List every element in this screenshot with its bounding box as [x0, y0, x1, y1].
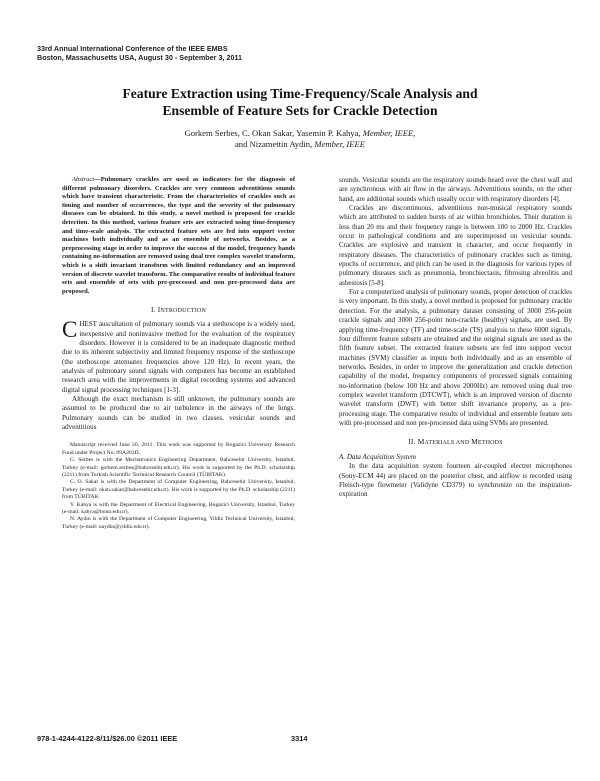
author-line-1 [40, 128, 560, 139]
author-line-2 [40, 139, 560, 150]
methods-paragraph-1: In the data acquisition system fourteen air-coupled electret microphones (Sony-ECM 44) are placed on the posterior chest, and airflow is recorded using Fleisch-type flowmeter (Validyne CD379) to synchronize on the inspiration-expiration [339, 462, 572, 499]
section-title-first-b: M [471, 437, 478, 447]
drop-cap: C [62, 317, 78, 343]
footnote-manuscript: Manuscript received June 20, 2011. This work was supported by Bogazici University Research Fund under Project No. 09A203D. [62, 442, 295, 456]
intro-paragraph-4: Crackles are discontinuous, adventitious non-musical respiratory sounds which are attributed to sudden bursts of air within bronchioles. Their duration is less than 20 ms and their frequency range is between 100 to 2000 Hz. Crackles occur in pathological conditions and are superimposed on vesicular sounds. Crackles are explosive and transient in character, and occur frequently in respiratory diseases. The characteristics of pulmonary crackles such as timing, epochs of occurrence, and pitch can be used in the diagnosis for various types of pulmonary diseases such as pneumonia, bronchiectasis, fibrosing alveolitis and asbestosis [5-8]. [339, 204, 572, 287]
abstract-label: Abstract [72, 176, 95, 183]
footnotes [62, 442, 295, 530]
abstract [62, 176, 295, 296]
subsection-heading: A. Data Acquisition System [339, 453, 416, 462]
abstract-text: —Pulmonary crackles are used as indicators for the diagnosis of different pulmonary disorders. Crackles are very common adventitious sounds which have transient characteristic. From the characteristics of crackles such as timing and number of occurrences, the type and the severity of the pulmonary diseases can be obtained. In this study, a novel method is proposed for crackle detection. In this method, various feature sets are extracted using time-frequency and time-scale analysis. The extracted feature sets are fed into support vector machines both individually and as an ensemble of networks. Besides, as a preprocessing stage in order to improve the success of the model, frequency bands containing no-information are removed using dual tree complex wavelet transform, which is a shift invariant transform with limited redundancy and an improved version of discrete wavelet transform. The comparative results of individual feature sets and ensemble of sets with pre-processed and non pre-processed data are proposed. [62, 176, 295, 295]
left-column [62, 176, 295, 531]
footnote-author-kahya: Y. Kahya is with the Department of Electrical Engineering, Bogazici University, Istanbul, Turkey (e-mail: kahya@boun.edu.tr). [62, 501, 295, 515]
section-title-first-a: M [417, 437, 425, 447]
intro-paragraph-1 [62, 317, 295, 395]
conference-name: 33rd Annual International Conference of the IEEE EMBS [37, 44, 228, 53]
section-numeral: I. [151, 305, 156, 315]
footer-isbn: 978-1-4244-4122-8/11/$26.00 ©2011 IEEE [37, 734, 178, 743]
section-title-rest-a: ATERIALS AND [424, 440, 472, 447]
author-role-1: Member, IEEE, [362, 128, 416, 138]
right-column [339, 176, 572, 500]
section-title-rest: NTRODUCTION [160, 308, 206, 315]
section-heading-introduction [62, 305, 295, 316]
intro-paragraph-2: Although the exact mechanism is still unknown, the pulmonary sounds are assumed to be produced due to air turbulence in the airways of the lungs. Pulmonary sounds can be studied in two classes, vesicular sounds and adventitious [62, 395, 295, 432]
title-line-2: Ensemble of Feature Sets for Crackle Detection [162, 103, 438, 118]
author-names-2: and Nizamettin Aydin, [234, 139, 313, 149]
intro-paragraph-1-text: HEST auscultation of pulmonary sounds via a stethoscope is a widely used, inexpensive and noninvasive method for the evaluation of the respiratory disorders. However it is considered to be an inadequate diagnostic method due to its inherent subjectivity and limited frequency response of the stethoscope (the stethoscope attenuates frequencies above 120 Hz). In recent years, the analysis of pulmonary sound signals with computers has become an established research area with the improvements in digital recording systems and advanced digital signal processing techniques [1-3]. [62, 320, 295, 394]
conference-header [37, 44, 337, 62]
intro-paragraph-3: sounds. Vesicular sounds are the respiratory sounds heard over the chest wall and are synchronous with air flow in the airways. Adventitious sounds, on the other hand, are additional sounds which usually occur with respiratory disorders [4]. [339, 176, 572, 203]
author-role-2: Member, IEEE [314, 139, 365, 149]
section-title-first: I [157, 305, 161, 315]
section-heading-materials-methods [339, 437, 572, 448]
section-numeral: II. [408, 437, 416, 447]
author-list [40, 128, 560, 150]
author-names-1: Gorkem Serbes, C. Okan Sakar, Yasemin P. Kahya, [184, 128, 361, 138]
page-number: 3314 [291, 734, 308, 743]
footnote-author-aydin: N. Aydin is with the Department of Computer Engineering, Yildiz Technical University, Istanbul, Turkey (e-mail: naydin@yildiz.edu.tr). [62, 516, 295, 530]
footnote-author-serbes: G. Serbes is with the Mechatronics Engineering Department, Bahcesehir University, Istanbul, Turkey (e-mail: gorkem.serbes@bahcesehir.edu.tr). His work is supported by the Ph.D. scholarship (2211) from Turkish Scientific Technical Research Council (TÜBİTAK). [62, 457, 295, 478]
footnote-author-sakar: C. O. Sakar is with the Department of Computer Engineering, Bahcesehir University, Istanbul, Turkey (e-mail: okan.sakar@bahcesehir.edu.tr). His work is supported by the Ph.D. scholarship (2211) from TÜBİTAK. [62, 479, 295, 500]
paper-title [40, 85, 560, 119]
intro-paragraph-5: For a computerized analysis of pulmonary sounds, proper detection of crackles is very important. In this study, a novel method is proposed for pulmonary crackle detection. For the analysis, a pulmonary dataset consisting of 3000 256-point crackle signals and 3000 256-point non-crackle (healthy) signals, are used. By applying time-frequency (TF) and time-scale (TS) analysis to these 6000 signals, four different feature subsets are obtained and the original signals are used as the fifth feature subset. The extracted feature subsets are fed into support vector machines (SVM) classifier as inputs both individually and as an ensemble of networks. Besides, in order to improve the generalization and crackle detection capability of the model, frequency components of processed signals containing no-information (below 100 Hz and above 2000Hz) are removed using dual tree complex wavelet transform (DTCWT), which is an improved version of discrete wavelet transform (DWT) with better shift invariance property, as a pre-processing stage. The comparative results of individual and ensemble feature sets with pre-processed and non pre-processed data using SVMs are presented. [339, 288, 572, 427]
title-line-1: Feature Extraction using Time-Frequency/Scale Analysis and [122, 86, 478, 101]
section-title-rest-b: ETHODS [477, 440, 503, 447]
conference-location: Boston, Massachusetts USA, August 30 - September 3, 2011 [37, 53, 243, 62]
